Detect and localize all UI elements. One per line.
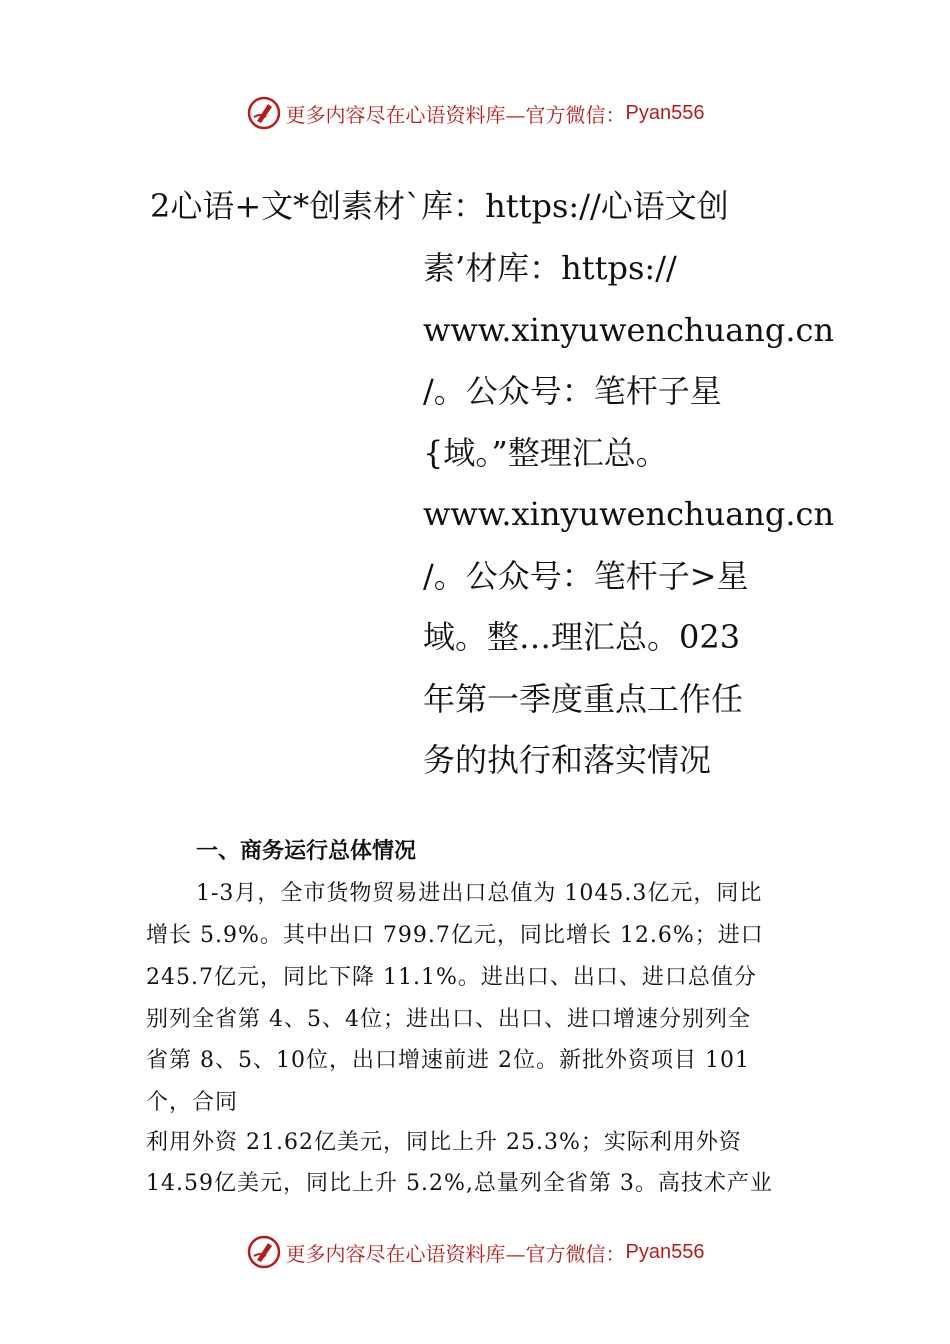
title-line: {域。”整理汇总。 (423, 433, 668, 472)
section-heading: 一、商务运行总体情况 (196, 839, 417, 864)
title-line: www.xinyuwenchuang.cn (423, 495, 835, 533)
banner-wechat-id: Pyan556 (625, 101, 705, 124)
banner-wechat-id: Pyan556 (625, 1240, 705, 1263)
paragraph-line: 省第 8、5、10位，出口增速前进 2位。新批外资项目 101 (146, 1048, 750, 1073)
title-line: 务的执行和落实情况 (423, 741, 712, 779)
document-title-first-line: 2心语+文*创素材`库：https://心语文创 (150, 187, 729, 225)
paragraph-line: 利用外资 21.62亿美元，同比上升 25.3%；实际利用外资 (146, 1130, 742, 1155)
pen-nib-seal-icon (246, 95, 282, 131)
paragraph-line: 245.7亿元，同比下降 11.1%。进出口、出口、进口总值分 (146, 965, 757, 990)
banner-text: 更多内容尽在心语资料库—官方微信： (285, 1241, 626, 1266)
header-banner (0, 93, 950, 133)
title-line: www.xinyuwenchuang.cn (423, 310, 835, 349)
paragraph-line: 别列全省第 4、5、4位；进出口、出口、进口增速分别列全 (146, 1007, 751, 1032)
footer-banner (0, 1232, 950, 1272)
banner-text: 更多内容尽在心语资料库—官方微信： (285, 102, 626, 127)
title-line: 域。整…理汇总。023 (423, 618, 741, 656)
title-line: 素’材库：https:// (423, 249, 677, 287)
paragraph-line: 增长 5.9%。其中出口 799.7亿元，同比增长 12.6%；进口 (146, 923, 764, 948)
paragraph-line: 1-3月，全市货物贸易进出口总值为 1045.3亿元，同比 (196, 881, 763, 906)
paragraph-line: 14.59亿美元，同比上升 5.2%,总量列全省第 3。高技术产业 (146, 1171, 773, 1196)
pen-nib-seal-icon (246, 1234, 282, 1270)
title-line: /。公众号：笔杆子星 (423, 372, 722, 410)
title-line: /。公众号：笔杆子>星 (423, 556, 749, 595)
paragraph-line: 个，合同 (146, 1090, 239, 1115)
title-line: 年第一季度重点工作任 (423, 679, 744, 718)
document-title (423, 248, 835, 802)
